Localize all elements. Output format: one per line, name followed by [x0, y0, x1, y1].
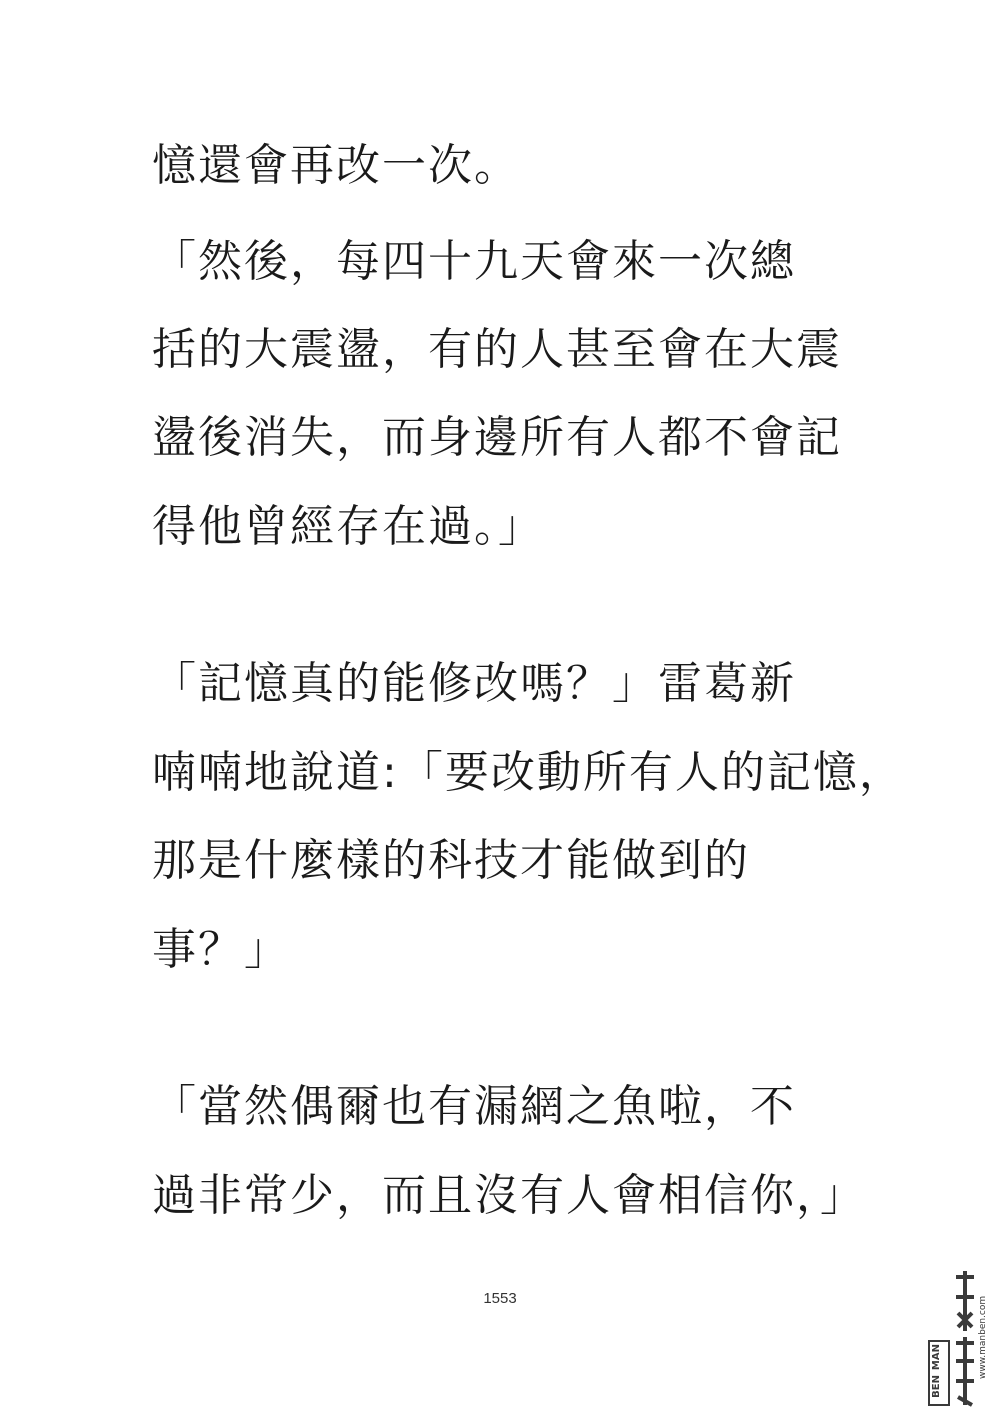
text-line: 喃喃地說道:「要改動所有人的記憶，: [152, 747, 905, 798]
text-line: 「然後，每四十九天會來一次總: [152, 236, 796, 287]
watermark-url: www.manben.com: [978, 1295, 988, 1380]
text-line: 括的大震盪，有的人甚至會在大震: [152, 324, 842, 375]
text-line: 「記憶真的能修改嗎？」雷葛新: [152, 658, 796, 709]
watermark-glyph-icon: [952, 1265, 978, 1410]
text-line: 事？」: [152, 924, 290, 975]
text-line: 盪後消失，而身邊所有人都不會記: [152, 412, 842, 463]
watermark-box: [928, 1340, 950, 1406]
watermark-box-text: BEN: [931, 1375, 942, 1398]
text-line: 「當然偶爾也有漏網之魚啦，不: [152, 1081, 796, 1132]
text-line: 過非常少，而且沒有人會相信你，」: [152, 1170, 866, 1221]
text-line: 憶還會再改一次。: [152, 140, 520, 191]
watermark-logo: [928, 1265, 992, 1410]
watermark-box-text: MAN: [931, 1344, 942, 1371]
text-line: 得他曾經存在過。」: [152, 501, 544, 552]
text-line: 那是什麼樣的科技才能做到的: [152, 835, 750, 886]
page-number: 1553: [483, 1290, 517, 1307]
